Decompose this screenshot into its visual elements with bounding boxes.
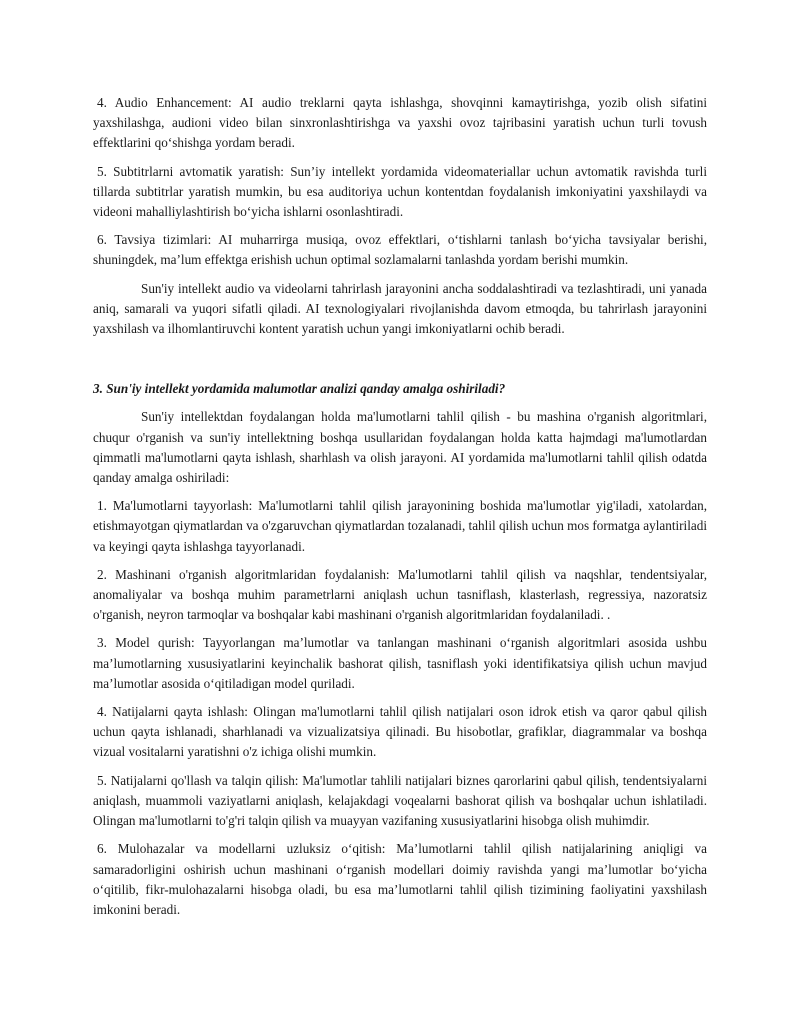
paragraph-audio-enhancement: 4. Audio Enhancement: AI audio treklarni qayta ishlashga, shovqinni kamaytirishga, yozib olish sifatini yaxshilashga, audioni video bilan sinxronlashtirishga va yaxshi ovoz tajribasini yaratish uchun turli tovush effektlarini qo‘shishga yordam beradi.: [93, 95, 707, 151]
step-model-building: 3. Model qurish: Tayyorlangan ma’lumotlar va tanlangan mashinani o‘rganish algoritmlari asosida ushbu ma’lumotlarning xususiyatlarini keyinchalik bashorat qilish, tasniflash yoki identifikatsiya qilish uchun mavjud ma’lumotlar asosida o‘qitiladigan model quriladi.: [93, 635, 707, 691]
step-result-application: 5. Natijalarni qo'llash va talqin qilish: Ma'lumotlar tahlili natijalari biznes qarorlarini qabul qilish, tendentsiyalarni aniqlash, muammoli vaziyatlarni aniqlash, kelajakdagi voqealarni bashorat qilish va boshqalar uchun ishlatiladi. Olingan ma'lumotlarni to'g'ri talqin qilish va muayyan vazifaning xususiyatlarini hisobga olish muhimdir.: [93, 772, 707, 829]
paragraph-summary: Sun'iy intellekt audio va videolarni tahrirlash jarayonini ancha soddalashtiradi va tezlashtiradi, uni yanada aniq, samarali va yuqori sifatli qiladi. AI texnologiyalari rivojlanishda davom etmoqda, bu tahrirlash jarayonini yaxshilash va ilhomlantiruvchi kontent yaratish uchun yangi imkoniyatlarni ochib beradi.: [93, 280, 707, 337]
paragraph-recommendation-systems: 6. Tavsiya tizimlari: AI muharrirga musiqa, ovoz effektlari, o‘tishlarni tanlash bo‘yicha tavsiyalar berishi, shuningdek, ma’lum effektga erishish uchun optimal sozlamalarni tanlashda yordam berishi mumkin.: [93, 232, 707, 268]
step-data-preparation: 1. Ma'lumotlarni tayyorlash: Ma'lumotlarni tahlil qilish jarayonining boshida ma'lumotlar yig'iladi, xatolardan, etishmayotgan qiymatlardan va o'zgaruvchan qiymatlardan tozalanadi, tahlil qilish uchun mos formatga aylantiriladi va keyingi qayta ishlashga tayyorlanadi.: [93, 498, 707, 554]
document-page: [93, 93, 707, 928]
step-result-processing: 4. Natijalarni qayta ishlash: Olingan ma'lumotlarni tahlil qilish natijalari oson idrok etish va qaror qabul qilish uchun qayta ishlanadi, sharhlanadi va vizualizatsiya qilinadi. Bu hisobotlar, grafiklar, diagrammalar va boshqa vizual vositalarni yaratishni o'z ichiga olishi mumkin.: [93, 704, 707, 760]
section-heading: 3. Sun'iy intellekt yordamida malumotlar analizi qanday amalga oshiriladi?: [93, 381, 506, 397]
step-ml-algorithms: 2. Mashinani o'rganish algoritmlaridan foydalanish: Ma'lumotlarni tahlil qilish va naqshlar, tendentsiyalar, anomaliyalar va boshqa muhim parametrlarni aniqlash uchun tasniflash, klasterlash, regressiya, nazoratsiz o'rganish, neyron tarmoqlar va boshqalar kabi mashinani o'rganish algoritmlaridan foydalaniladi. .: [93, 566, 707, 623]
step-continuous-training: 6. Mulohazalar va modellarni uzluksiz o‘qitish: Ma’lumotlarni tahlil qilish natijalarining aniqligi va samaradorligini oshirish uchun mashinani o‘rganish modellari doimiy ravishda yangi ma’lumotlar bo‘yicha o‘qitilib, fikr-mulohazalarni hisobga oladi, bu esa ma’lumotlarni tahlil qilish tizimining faoliyatini yaxshilash imkonini beradi.: [93, 841, 707, 917]
paragraph-subtitles: 5. Subtitrlarni avtomatik yaratish: Sun’iy intellekt yordamida videomateriallar uchun avtomatik ravishda turli tillarda subtitrlar yaratish mumkin, bu esa auditoriya uchun kontentdan foydalanish imkoniyatini yaxshilaydi va videoni mahalliylashtirish bo‘yicha ishlarni osonlashtiradi.: [93, 163, 707, 220]
section-spacer: [93, 347, 707, 379]
paragraph-intro: Sun'iy intellektdan foydalangan holda ma'lumotlarni tahlil qilish - bu mashina o'rganish algoritmlari, chuqur o'rganish va sun'iy intellektning boshqa usullaridan foydalangan holda katta hajmdagi ma'lumotlardan qimmatli ma'lumotlarni qayta ishlash, sharhlash va olish jarayoni. AI yordamida ma'lumotlarni tahlil qilish odatda qanday amalga oshiriladi:: [93, 409, 707, 486]
